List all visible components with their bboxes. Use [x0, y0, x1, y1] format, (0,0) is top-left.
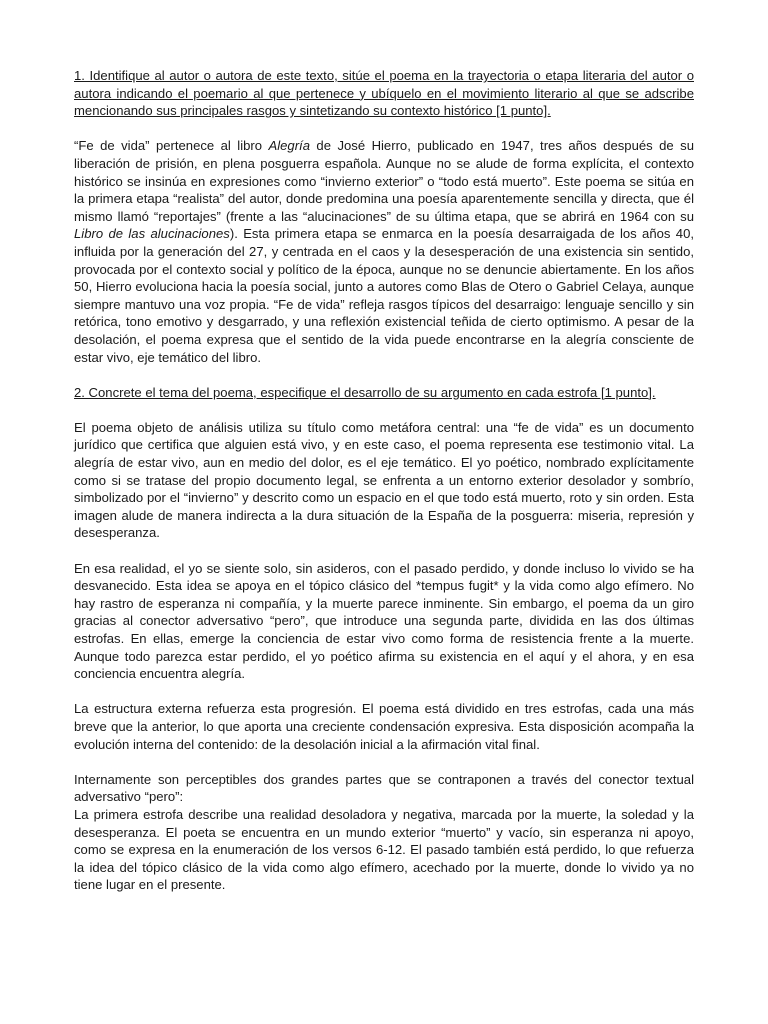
external-structure-paragraph: La estructura externa refuerza esta progresión. El poema está dividido en tres estrofas, cada una más breve que la anterior, lo que aporta una creciente condensación expresiva. Esta disposición acompaña la evolución interna del contenido: de la desolación inicial a la afirmación vital final.: [74, 701, 694, 752]
book-title-alucinaciones: Libro de las alucinaciones: [74, 226, 230, 242]
internal-structure-intro: Internamente son perceptibles dos grandes partes que se contraponen a través del conector textual adversativo “pero”:: [74, 771, 694, 805]
first-stanza-paragraph: La primera estrofa describe una realidad desoladora y negativa, marcada por la muerte, la soledad y la desesperanza. El poeta se encuentra en un mundo exterior “muerto” y vacío, sin esperanza ni apoyo, como se expresa en la enumeración de los versos 6-12. El pasado también está perdido, lo que refuerza la idea del tópico clásico de la vida como algo efímero, acechado por la muerte, donde lo vivido ya no tiene lugar en el presente.: [74, 806, 694, 893]
theme-paragraph: El poema objeto de análisis utiliza su título como metáfora central: una “fe de vida” es un documento jurídico que certifica que alguien está vivo, y en este caso, el poema representa ese testimonio vital. La alegría de estar vivo, aun en medio del dolor, es el eje temático. El yo poético, nombrado explícitamente como si se tratase del propio documento legal, se enfrenta a un entorno exterior desolador y sombrío, simbolizado por el “invierno” y descrito como un espacio en el que todo está muerto, roto y sin orden. Esta imagen alude de manera indirecta a la dura situación de la España de la posguerra: miseria, represión y desesperanza.: [74, 419, 694, 541]
argument-paragraph: En esa realidad, el yo se siente solo, sin asideros, con el pasado perdido, y donde incluso lo vivido se ha desvanecido. Esta idea se apoya en el tópico clásico del *tempus fugit* y la vida como algo efímero. No hay rastro de esperanza ni compañía, y la muerte parece inminente. Sin embargo, el poema da un giro gracias al conector adversativo “pero”, que introduce una segunda parte, dividida en las dos últimas estrofas. En ellas, emerge la conciencia de estar vivo como forma de resistencia frente a la muerte. Aunque todo parezca estar perdido, el yo poético afirma su existencia en el aquí y el ahora, y en esa conciencia encuentra alegría.: [74, 560, 694, 682]
answer-1-text-part-2: de José Hierro, publicado en 1947, tres años después de su liberación de prisión, en plena posguerra española. Aunque no se alude de forma explícita, el contexto histórico se insinúa en expresiones como “invierno exterior” o “todo está muerto”. Este poema se sitúa en la primera etapa “realista” del autor, donde predomina una poesía aparentemente sencilla y directa, que él mismo llamó “reportajes” (frente a las “alucinaciones” de su última etapa, que se abrirá en 1964 con su: [74, 138, 694, 224]
question-1-heading: 1. Identifique al autor o autora de este texto, sitúe el poema en la trayectoria o etapa literaria del autor o autora indicando el poemario al que pertenece y ubíquelo en el movimiento literario al que se adscribe mencionando sus principales rasgos y sintetizando su contexto histórico [1 punto].: [74, 68, 694, 119]
document-page: [74, 67, 694, 912]
answer-1-text-part-3: ). Esta primera etapa se enmarca en la poesía desarraigada de los años 40, influida por la generación del 27, y centrada en el caos y la desesperación de una existencia sin sentido, provocada por el contexto social y político de la época, aunque no se denuncie abiertamente. En los años 50, Hierro evoluciona hacia la poesía social, junto a autores como Blas de Otero o Gabriel Celaya, aunque siempre mantuvo una voz propia. “Fe de vida” refleja rasgos típicos del desarraigo: lenguaje sencillo y sin retórica, tono emotivo y desgarrado, y una reflexión existencial teñida de cierto optimismo. A pesar de la desolación, el poema expresa que el sentido de la vida puede encontrarse en la alegría consciente de estar vivo, eje temático del libro.: [74, 226, 694, 365]
question-2-heading: 2. Concrete el tema del poema, especifique el desarrollo de su argumento en cada estrofa [1 punto].: [74, 384, 656, 400]
answer-1-paragraph: [74, 137, 694, 366]
book-title-alegria: Alegría: [268, 138, 310, 154]
answer-1-text-part-1: “Fe de vida” pertenece al libro: [74, 138, 269, 154]
